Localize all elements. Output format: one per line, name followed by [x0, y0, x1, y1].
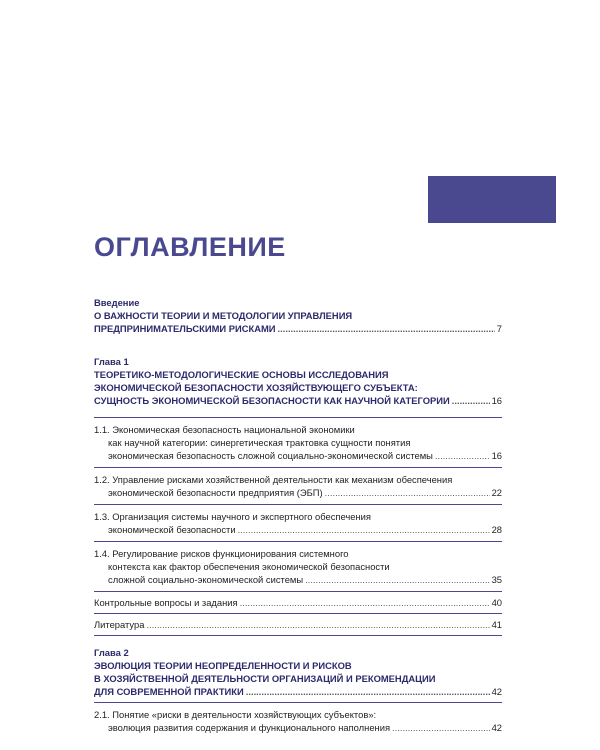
toc-questions[interactable] — [94, 591, 502, 613]
dot-leader — [392, 721, 490, 734]
section-title-last-line — [94, 449, 502, 462]
literature-line — [94, 618, 502, 631]
chapter-label: Введение — [94, 297, 140, 308]
section-title-line: 2.1. Понятие «риски в деятельности хозяйствующих субъектов»: — [94, 709, 377, 720]
chapter-title-line: О ВАЖНОСТИ ТЕОРИИ И МЕТОДОЛОГИИ УПРАВЛЕНИЯ — [94, 310, 353, 321]
section-title-text: эволюция развития содержания и функционального наполнения — [108, 722, 391, 733]
chapter-title-line: В ХОЗЯЙСТВЕННОЙ ДЕЯТЕЛЬНОСТИ ОРГАНИЗАЦИЙ И РЕКОМЕНДАЦИИ — [94, 673, 436, 684]
dot-leader — [325, 486, 490, 499]
page-number: 7 — [496, 323, 502, 334]
toc-chapter-1[interactable] — [94, 355, 502, 407]
dot-leader — [305, 573, 489, 586]
page-number: 35 — [491, 574, 502, 585]
page-number: 42 — [491, 686, 502, 697]
chapter-label: Глава 1 — [94, 356, 129, 367]
section-title-text: экономической безопасности предприятия (ЭБП) — [108, 487, 323, 498]
page-number: 40 — [491, 597, 502, 608]
table-of-contents — [94, 296, 502, 739]
chapter-title-text: СУЩНОСТЬ ЭКОНОМИЧЕСКОЙ БЕЗОПАСНОСТИ КАК НАУЧНОЙ КАТЕГОРИИ — [94, 395, 450, 406]
section-title-text: экономическая безопасность сложной социально-экономической системы — [108, 450, 433, 461]
page-number: 42 — [491, 722, 502, 733]
toc-section-1-3[interactable] — [94, 504, 502, 541]
dot-leader — [278, 322, 495, 335]
section-title-text: сложной социально-экономической системы — [108, 574, 304, 585]
chapter-title-line: ТЕОРЕТИКО-МЕТОДОЛОГИЧЕСКИЕ ОСНОВЫ ИССЛЕДОВАНИЯ — [94, 369, 389, 380]
dot-leader — [146, 618, 489, 631]
chapter-title-text: ДЛЯ СОВРЕМЕННОЙ ПРАКТИКИ — [94, 686, 244, 697]
section-title-line: как научной категории: синергетическая трактовка сущности понятия — [108, 437, 411, 448]
questions-text: Контрольные вопросы и задания — [94, 597, 238, 608]
page-number: 16 — [491, 395, 502, 406]
page-number: 22 — [491, 487, 502, 498]
section-title-last-line — [94, 573, 502, 586]
chapter-title-last-line — [94, 685, 502, 698]
section-title-line: 1.2. Управление рисками хозяйственной деятельности как механизм обеспечения — [94, 474, 453, 485]
dot-leader — [240, 596, 490, 609]
toc-section-1-1[interactable] — [94, 417, 502, 467]
dot-leader — [246, 685, 490, 698]
page-title: ОГЛАВЛЕНИЕ — [94, 232, 286, 262]
dot-leader — [238, 523, 490, 536]
page-number: 41 — [491, 619, 502, 630]
section-title-line: контекста как фактор обеспечения экономической безопасности — [108, 561, 390, 572]
toc-section-1-4[interactable] — [94, 541, 502, 591]
section-title-text: экономической безопасности — [108, 524, 236, 535]
section-title-last-line — [94, 721, 502, 734]
section-title-last-line — [94, 523, 502, 536]
dot-leader — [435, 449, 490, 462]
chapter-title-text: ПРЕДПРИНИМАТЕЛЬСКИМИ РИСКАМИ — [94, 323, 276, 334]
accent-block — [428, 176, 556, 223]
toc-chapter-2[interactable] — [94, 646, 502, 698]
chapter-title-line: ЭВОЛЮЦИЯ ТЕОРИИ НЕОПРЕДЕЛЕННОСТИ И РИСКОВ — [94, 660, 352, 671]
chapter-title-last-line — [94, 394, 502, 407]
dot-leader — [452, 394, 490, 407]
page-number: 28 — [491, 524, 502, 535]
toc-section-1-2[interactable] — [94, 467, 502, 504]
section-title-line: 1.4. Регулирование рисков функционирования системного — [94, 548, 349, 559]
toc-section-2-1[interactable] — [94, 702, 502, 739]
toc-intro[interactable] — [94, 296, 502, 335]
chapter-title-last-line — [94, 322, 502, 335]
chapter-label: Глава 2 — [94, 647, 129, 658]
questions-line — [94, 596, 502, 609]
chapter-title-line: ЭКОНОМИЧЕСКОЙ БЕЗОПАСНОСТИ ХОЗЯЙСТВУЮЩЕГО СУБЪЕКТА: — [94, 382, 418, 393]
section-title-last-line — [94, 486, 502, 499]
page-number: 16 — [491, 450, 502, 461]
literature-text: Литература — [94, 619, 145, 630]
section-title-line: 1.3. Организация системы научного и экспертного обеспечения — [94, 511, 371, 522]
toc-literature[interactable] — [94, 613, 502, 636]
section-title-line: 1.1. Экономическая безопасность национальной экономики — [94, 424, 355, 435]
